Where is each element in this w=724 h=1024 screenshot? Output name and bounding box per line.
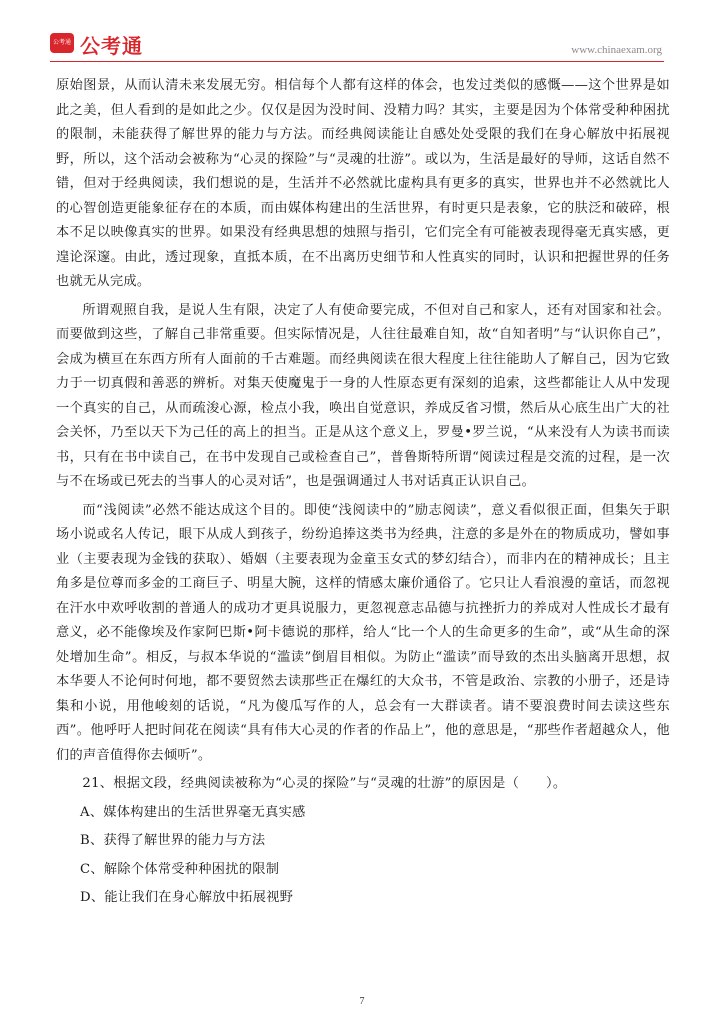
site-url: www.chinaexam.org — [571, 44, 662, 56]
option-d: D、能让我们在身心解放中拓展视野 — [80, 890, 294, 905]
option-b: B、获得了解世界的能力与方法 — [80, 833, 266, 848]
page-number: 7 — [359, 996, 365, 1007]
option-c: C、解除个体常受种种困扰的限制 — [80, 861, 280, 877]
question-block — [56, 772, 670, 911]
paragraph-2: 所谓观照自我，是说人生有限，决定了人有使命要完成，不但对自己和家人，还有对国家和社会。而要做到这些，了解自己非常重要。但实际情况是，人往往最难自知，故“自知者明”与“认识你自己”，会成为横亘在东西方所有人面前的千古难题。而经典阅读在很大程度上往往能助人了解自己，因为它致力于一切真假和善恶的辨析。对集天使魔鬼于一身的人性原态更有深刻的追索，这些都能让人从中发现一个真实的自己，从而疏浚心源，检点小我，唤出自觉意识，养成反省习惯，然后从心底生出广大的社会关怀，乃至以天下为己任的高上的担当。正是从这个意义上，罗曼•罗兰说，“从来没有人为读书而读书，只有在书中读自己，在书中发现自己或检查自己”，普鲁斯特所谓“阅读过程是交流的过程，是一次与不在场或已死去的当事人的心灵对话”，也是强调通过人书对话真正认识自己。 — [56, 302, 670, 489]
document-body — [56, 74, 670, 915]
paragraph-1: 原始图景，从而认清未来发展无穷。相信每个人都有这样的体会，也发过类似的感慨——这个世界是如此之美，但人看到的是如此之少。仅仅是因为没时间、没精力吗？其实，主要是因为个体常受种种困扰的限制，未能获得了解世界的能力与方法。而经典阅读能让自感处处受限的我们在身心解放中拓展视野，所以，这个活动会被称为“心灵的探险”与“灵魂的壮游”。或以为，生活是最好的导师，这话自然不错，但对于经典阅读，我们想说的是，生活并不必然就比虚构具有更多的真实，世界也并不必然就比人的心智创造更能象征存在的本质，而由媒体构建出的生活世界，有时更只是表象，它的肤泛和破碎，根本不足以映像真实的世界。如果没有经典思想的烛照与指引，它们完全有可能被表现得毫无真实感，更遑论深邃。由此，透过现象，直抵本质，在不出离历史细节和人性真实的同时，认识和把握世界的任务也就无从完成。 — [56, 78, 670, 289]
paragraph-3: 而“浅阅读”必然不能达成这个目的。即使“浅阅读中的”励志阅读”，意义看似很正面，但集矢于职场小说或名人传记，眼下从成人到孩子，纷纷追捧这类书为经典，注意的多是外在的物质成功，譬如事业（主要表现为金钱的获取）、婚姻（主要表现为金童玉女式的梦幻结合），而非内在的精神成长；且主角多是位尊而多金的工商巨子、明星大腕，这样的情感太廉价通俗了。它只让人看浪漫的童话，而忽视在汗水中欢呼收割的普通人的成功才更具说服力，更忽视意志品德与抗挫折力的养成对人性成长才最有意义，必不能像埃及作家阿巴斯•阿卡德说的那样，给人“比一个人的生命更多的生命”，或“从生命的深处增加生命”。相反，与叔本华说的“滥读”倒眉目相似。为防止“滥读”而导致的杰出头脑离开思想，叔本华要人不论何时何地，都不要贸然去读那些正在爆红的大众书，不管是政治、宗教的小册子，还是诗集和小说，用他峻刻的话说，“凡为傻瓜写作的人，总会有一大群读者。请不要浪费时间去读这些东西”。他呼吁人把时间花在阅读“具有伟大心灵的作者的作品上”，他的意思是，“那些作者超越众人，他们的声音值得你去倾听”。 — [56, 502, 670, 763]
option-a: A、媒体构建出的生活世界毫无真实感 — [80, 804, 306, 820]
logo-badge-icon: 公考通 — [50, 33, 74, 53]
page-header — [50, 30, 664, 60]
logo-text: 公考通 — [80, 34, 143, 58]
question-stem: 21、根据文段，经典阅读被称为“心灵的探险”与“灵魂的壮游”的原因是（ ）。 — [82, 776, 567, 791]
header-divider — [50, 61, 664, 62]
